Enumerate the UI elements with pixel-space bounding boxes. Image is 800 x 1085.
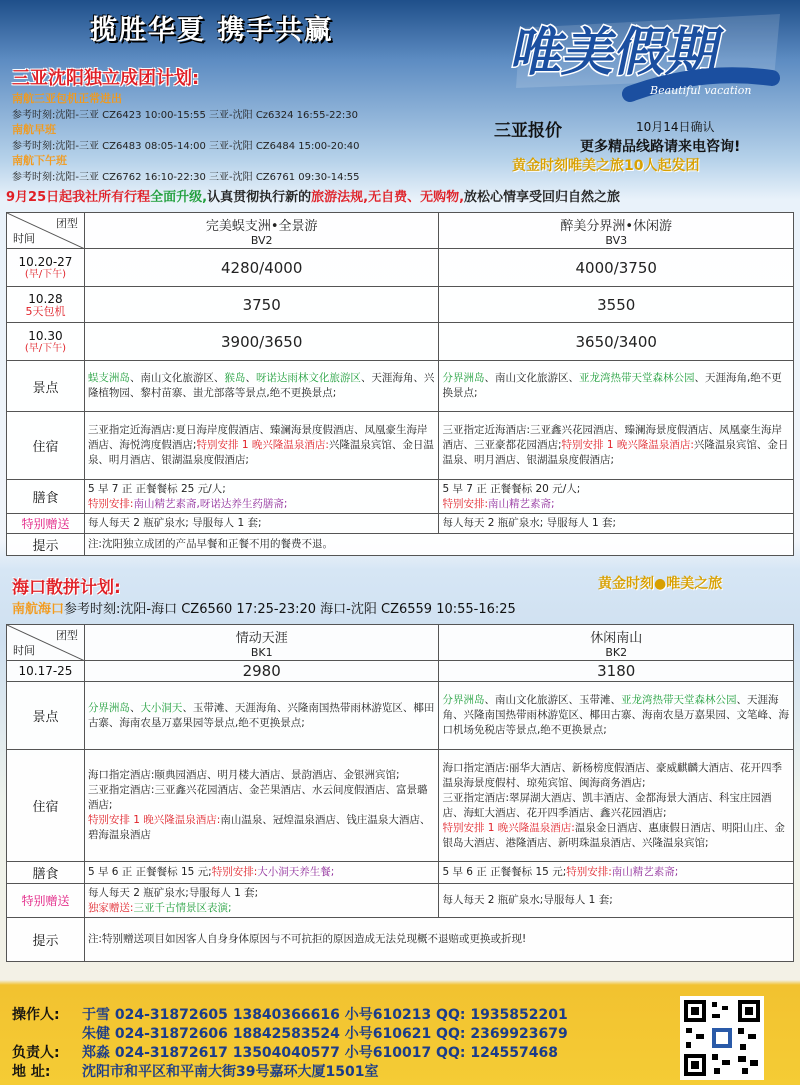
contact-footer: 操作人: 于雪 024-31872605 13840366616 小号610213 QQ: 1935852201 朱健 024-31872606 18842583524 小号610621 QQ: 2369923679 负责人: 郑淼 024-31872617 13504040577 小号610017 QQ: 124557468 地 址: 沈阳市和平区和平南大街39号嘉环大厦1501室 xyxy=(12,1007,568,1080)
gift-cell: 每人每天 2 瓶矿泉水;导服每人 1 套; xyxy=(439,884,794,918)
table-row: 景点 蜈支洲岛、南山文化旅游区、猴岛、呀诺达雨林文化旅游区、天涯海角、兴隆植物园、黎村苗寨、蚩尤部落等景点,绝不更换景点; 分界洲岛、南山文化旅游区、亚龙湾热带天堂森林公园、天涯海角,绝不更换景点; xyxy=(7,361,794,412)
table-row: 景点 分界洲岛、大小洞天、玉带滩、天涯海角、兴隆南国热带雨林游览区、椰田古寨、海南农垦万嘉果园等景点,绝不更换景点; 分界洲岛、南山文化旅游区、玉带滩、亚龙湾热带天堂森林公园、天涯海角、兴隆南国热带雨林游览区、椰田古寨、海南农垦万嘉果园、文笔峰、海口机场免税店等景点,绝不更换景点; xyxy=(7,682,794,750)
table-header-row xyxy=(7,625,794,661)
price-cell: 4280/4000 xyxy=(84,249,439,287)
route-header: 完美蜈支洲•全景游 BV2 xyxy=(84,213,439,249)
qr-code xyxy=(680,996,764,1080)
table-row: 住宿 三亚指定近海酒店:夏日海岸度假酒店、臻澜海景度假酒店、凤凰豪生海岸酒店、海悦湾度假酒店;特别安排 1 晚兴隆温泉酒店:兴隆温泉宾馆、金日温泉、明月酒店、银湖温泉度假酒店; 三亚指定近海酒店:三亚鑫兴花园酒店、臻澜海景度假酒店、凤凰豪生海岸酒店、三亚豪都花园酒店;特别安排 1 晚兴隆温泉酒店:兴隆温泉宾馆、金日温泉、明月酒店、银湖温泉度假酒店; xyxy=(7,412,794,480)
price-cell: 2980 xyxy=(84,661,439,682)
price-cell: 4000/3750 xyxy=(439,249,794,287)
page-title: 揽胜华夏 携手共赢 xyxy=(90,15,334,46)
address-line: 沈阳市和平区和平南大街39号嘉环大厦1501室 xyxy=(82,1064,379,1080)
gift-cell: 每人每天 2 瓶矿泉水; 导服每人 1 套; xyxy=(84,514,439,534)
haikou-plan-title: 海口散拼计划: xyxy=(12,578,121,598)
tip-cell: 注:沈阳独立成团的产品早餐和正餐不用的餐费不退。 xyxy=(84,534,793,556)
brand-logo xyxy=(510,8,790,104)
hotel-cell: 海口指定酒店:颐典园酒店、明月楼大酒店、景韵酒店、金银洲宾馆; 三亚指定酒店:三亚鑫兴花园酒店、金芒果酒店、水云间度假酒店、富景璐酒店; 特别安排 1 晚兴隆温泉酒店:南山温泉、冠煌温泉酒店、钱庄温泉大酒店、碧海温泉酒店 xyxy=(84,750,439,862)
meal-cell: 5 早 7 正 正餐餐标 20 元/人; 特别安排:南山精艺素斋; xyxy=(439,480,794,514)
haikou-table xyxy=(6,624,794,962)
flight-ref: 参考时刻:沈阳-三亚 CZ6483 08:05-14:00 三亚-沈阳 CZ6484 15:00-20:40 xyxy=(12,141,360,152)
price-cell: 3750 xyxy=(84,287,439,323)
sights-cell: 分界洲岛、南山文化旅游区、玉带滩、亚龙湾热带天堂森林公园、天涯海角、兴隆南国热带雨林游览区、椰田古寨、海南农垦万嘉果园、文笔峰、海口机场免税店等景点,绝不更换景点; xyxy=(439,682,794,750)
sights-cell: 蜈支洲岛、南山文化旅游区、猴岛、呀诺达雨林文化旅游区、天涯海角、兴隆植物园、黎村苗寨、蚩尤部落等景点,绝不更换景点; xyxy=(84,361,439,412)
gift-cell: 每人每天 2 瓶矿泉水; 导服每人 1 套; xyxy=(439,514,794,534)
table-row: 特别赠送 每人每天 2 瓶矿泉水;导服每人 1 套; 独家赠送:三亚千古情景区表演; 每人每天 2 瓶矿泉水;导服每人 1 套; xyxy=(7,884,794,918)
haikou-slogan: 黄金时刻●唯美之旅 xyxy=(598,576,723,592)
meal-cell: 5 早 6 正 正餐餐标 15 元;特别安排:南山精艺素斋; xyxy=(439,862,794,884)
table-row: 住宿 海口指定酒店:颐典园酒店、明月楼大酒店、景韵酒店、金银洲宾馆; 三亚指定酒店:三亚鑫兴花园酒店、金芒果酒店、水云间度假酒店、富景璐酒店; 特别安排 1 晚兴隆温泉酒店:南山温泉、冠煌温泉酒店、钱庄温泉大酒店、碧海温泉酒店 海口指定酒店:丽华大酒店、新杨榜度假酒店、豪威麒麟大酒店、花开四季温泉海景度假村、琼苑宾馆、闽海商务酒店; 三亚指定酒店:翠屏湖大酒店、凯丰酒店、金都海景大酒店、科宝庄园酒店、海虹大酒店、花开四季酒店、鑫兴花园酒店; 特别安排 1 晚兴隆温泉酒店:温泉金日酒店、惠康假日酒店、明阳山庄、金银岛大酒店、港隆酒店、新明珠温泉酒店、兴隆温泉宾馆; xyxy=(7,750,794,862)
price-cell: 3180 xyxy=(439,661,794,682)
sights-cell: 分界洲岛、南山文化旅游区、亚龙湾热带天堂森林公园、天涯海角,绝不更换景点; xyxy=(439,361,794,412)
contact-line: 于雪 024-31872605 13840366616 小号610213 QQ: 1935852201 xyxy=(82,1007,568,1023)
table-row: 10.20-27 (早/下午) 4280/4000 4000/3750 xyxy=(7,249,794,287)
meal-cell: 5 早 6 正 正餐餐标 15 元;特别安排:大小洞天养生餐; xyxy=(84,862,439,884)
flight-label: 南航三亚包机正常进出 xyxy=(12,92,122,105)
quote-more: 更多精品线路请来电咨询! xyxy=(580,139,741,155)
table-row: 提示 注:特别赠送项目如因客人自身身体原因与不可抗拒的原因造成无法兑现概不退赔或更换或折现! xyxy=(7,918,794,962)
tip-cell: 注:特别赠送项目如因客人自身身体原因与不可抗拒的原因造成无法兑现概不退赔或更换或折现! xyxy=(84,918,793,962)
sanya-plan-title: 三亚沈阳独立成团计划: xyxy=(12,68,200,89)
flight-info xyxy=(12,90,360,183)
route-header: 休闲南山 BK2 xyxy=(439,625,794,661)
route-header: 醉美分界洲•休闲游 BV3 xyxy=(439,213,794,249)
contact-line: 郑淼 024-31872617 13504040577 小号610017 QQ: 124557468 xyxy=(82,1045,559,1061)
quote-slogan: 黄金时刻唯美之旅10人起发团 xyxy=(512,158,700,174)
logo-text: 唯美假期 xyxy=(510,22,727,83)
sights-cell: 分界洲岛、大小洞天、玉带滩、天涯海角、兴隆南国热带雨林游览区、椰田古寨、海南农垦万嘉果园等景点,绝不更换景点; xyxy=(84,682,439,750)
price-cell: 3550 xyxy=(439,287,794,323)
quote-date: 10月14日确认 xyxy=(636,120,715,134)
policy-notice: 9月25日起我社所有行程全面升级,认真贯彻执行新的旅游法规,无自费、无购物,放松心情享受回归自然之旅 xyxy=(6,190,621,205)
table-row: 10.30 (早/下午) 3900/3650 3650/3400 xyxy=(7,323,794,361)
flight-label: 南航下午班 xyxy=(12,154,67,167)
table-header-row xyxy=(7,213,794,249)
price-cell: 3650/3400 xyxy=(439,323,794,361)
contact-line: 朱健 024-31872606 18842583524 小号610621 QQ: 2369923679 xyxy=(82,1026,568,1042)
logo-subtext: Beautiful vacation xyxy=(650,84,752,97)
header-corner: 团型 时间 xyxy=(7,213,85,249)
table-row: 10.28 5天包机 3750 3550 xyxy=(7,287,794,323)
table-row: 提示 注:沈阳独立成团的产品早餐和正餐不用的餐费不退。 xyxy=(7,534,794,556)
meal-cell: 5 早 7 正 正餐餐标 25 元/人; 特别安排:南山精艺素斋,呀诺达养生药膳斋; xyxy=(84,480,439,514)
flight-ref: 参考时刻:沈阳-三亚 CZ6762 16:10-22:30 三亚-沈阳 CZ6761 09:30-14:55 xyxy=(12,172,360,183)
flight-ref: 参考时刻:沈阳-三亚 CZ6423 10:00-15:55 三亚-沈阳 Cz6324 16:55-22:30 xyxy=(12,110,358,121)
table-row: 10.17-25 2980 3180 xyxy=(7,661,794,682)
table-row: 膳食 5 早 6 正 正餐餐标 15 元;特别安排:大小洞天养生餐; 5 早 6 正 正餐餐标 15 元;特别安排:南山精艺素斋; xyxy=(7,862,794,884)
hotel-cell: 三亚指定近海酒店:三亚鑫兴花园酒店、臻澜海景度假酒店、凤凰豪生海岸酒店、三亚豪都花园酒店;特别安排 1 晚兴隆温泉酒店:兴隆温泉宾馆、金日温泉、明月酒店、银湖温泉度假酒店; xyxy=(439,412,794,480)
sanya-table xyxy=(6,212,794,556)
quote-title: 三亚报价 xyxy=(494,121,562,141)
hotel-cell: 三亚指定近海酒店:夏日海岸度假酒店、臻澜海景度假酒店、凤凰豪生海岸酒店、海悦湾度假酒店;特别安排 1 晚兴隆温泉酒店:兴隆温泉宾馆、金日温泉、明月酒店、银湖温泉度假酒店; xyxy=(84,412,439,480)
gift-cell: 每人每天 2 瓶矿泉水;导服每人 1 套; 独家赠送:三亚千古情景区表演; xyxy=(84,884,439,918)
hotel-cell: 海口指定酒店:丽华大酒店、新杨榜度假酒店、豪威麒麟大酒店、花开四季温泉海景度假村、琼苑宾馆、闽海商务酒店; 三亚指定酒店:翠屏湖大酒店、凯丰酒店、金都海景大酒店、科宝庄园酒店、海虹大酒店、花开四季酒店、鑫兴花园酒店; 特别安排 1 晚兴隆温泉酒店:温泉金日酒店、惠康假日酒店、明阳山庄、金银岛大酒店、港隆酒店、新明珠温泉酒店、兴隆温泉宾馆; xyxy=(439,750,794,862)
route-header: 情动天涯 BK1 xyxy=(84,625,439,661)
price-cell: 3900/3650 xyxy=(84,323,439,361)
header-corner: 团型 时间 xyxy=(7,625,85,661)
table-row: 特别赠送 每人每天 2 瓶矿泉水; 导服每人 1 套; 每人每天 2 瓶矿泉水; 导服每人 1 套; xyxy=(7,514,794,534)
table-row: 膳食 5 早 7 正 正餐餐标 25 元/人; 特别安排:南山精艺素斋,呀诺达养生药膳斋; 5 早 7 正 正餐餐标 20 元/人; 特别安排:南山精艺素斋; xyxy=(7,480,794,514)
flight-label: 南航早班 xyxy=(12,123,56,136)
haikou-flight: 南航海口参考时刻:沈阳-海口 CZ6560 17:25-23:20 海口-沈阳 CZ6559 10:55-16:25 xyxy=(12,602,516,617)
